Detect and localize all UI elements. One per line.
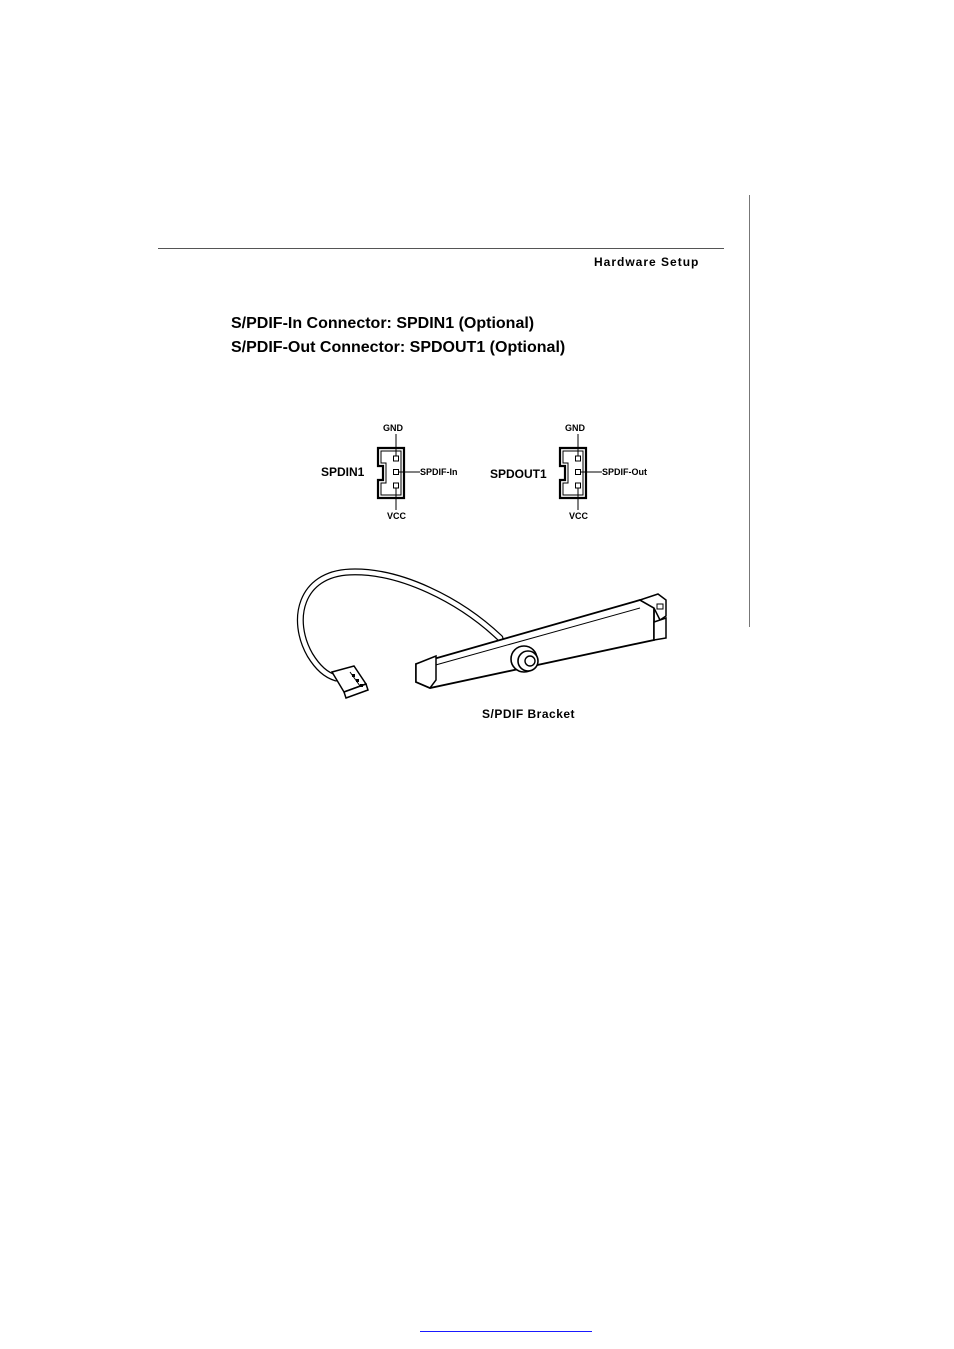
header-rule bbox=[158, 248, 724, 249]
spdout1-gnd-label: GND bbox=[565, 423, 585, 433]
connector-spdout1 bbox=[480, 420, 680, 525]
spdout1-name-label: SPDOUT1 bbox=[490, 467, 547, 481]
spdin1-signal-label: SPDIF-In bbox=[420, 467, 458, 477]
title-spdin: S/PDIF-In Connector: SPDIN1 (Optional) bbox=[231, 315, 535, 332]
footer-link-underline[interactable] bbox=[420, 1331, 592, 1332]
spdin1-header-shape bbox=[374, 434, 422, 510]
connector-spdin1 bbox=[300, 420, 500, 525]
title-spdout: S/PDIF-Out Connector: SPDOUT1 (Optional) bbox=[231, 339, 566, 356]
spdout1-header-shape bbox=[556, 434, 604, 510]
bracket-plate-shape bbox=[416, 594, 666, 688]
spdin1-gnd-label: GND bbox=[383, 423, 403, 433]
spdout1-signal-label: SPDIF-Out bbox=[602, 467, 647, 477]
spdin1-name-label: SPDIN1 bbox=[321, 465, 365, 479]
spdout1-vcc-label: VCC bbox=[569, 511, 589, 521]
bracket-caption: S/PDIF Bracket bbox=[482, 707, 576, 721]
section-header: Hardware Setup bbox=[594, 255, 700, 269]
spdin1-vcc-label: VCC bbox=[387, 511, 407, 521]
side-rule bbox=[749, 195, 750, 627]
rca-jack-shape bbox=[511, 646, 538, 672]
bracket-plug-shape bbox=[332, 666, 368, 698]
spdif-bracket-illustration bbox=[280, 560, 680, 705]
